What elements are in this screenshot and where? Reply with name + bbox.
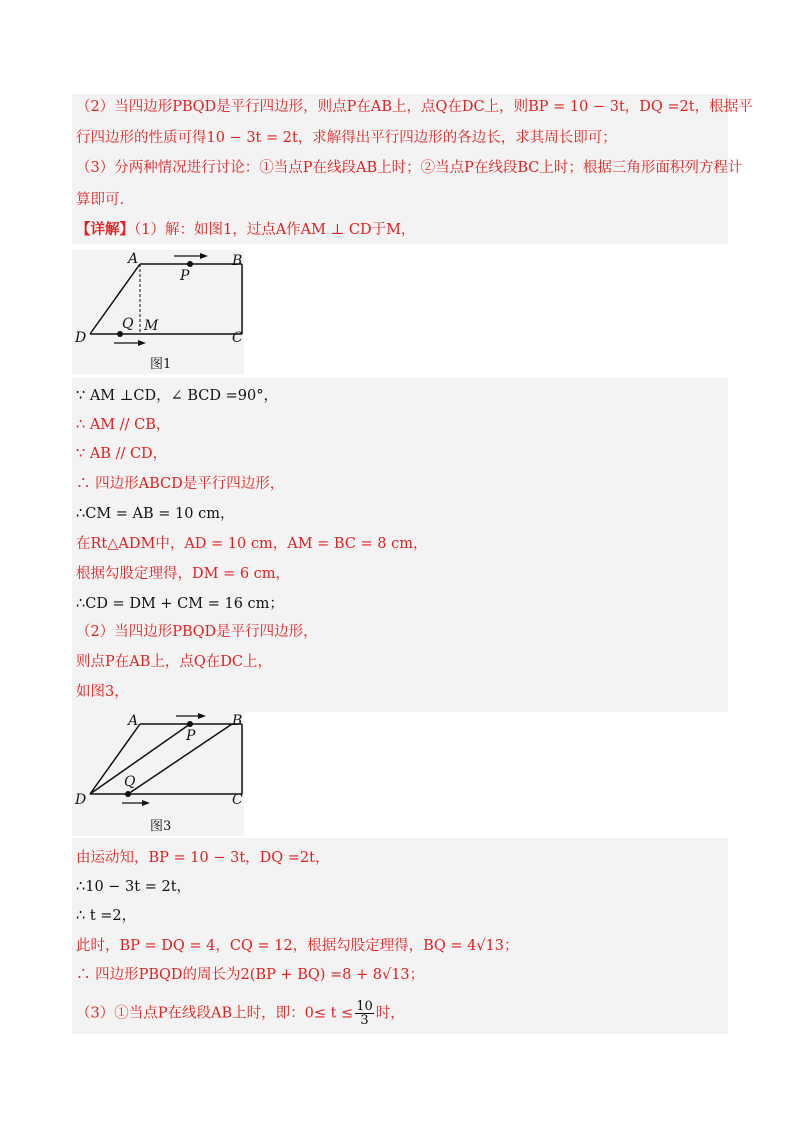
- step-line-14: （2）当四边形PBQD是平行四边形，: [76, 624, 318, 640]
- step-line-9: ∴ 四边形ABCD是平行四边形，: [76, 476, 285, 492]
- fig1-label-P: P: [180, 268, 190, 284]
- figure-3: [72, 712, 244, 836]
- step-line-8: ∵ AB // CD，: [76, 446, 168, 462]
- fig3-label-D: D: [75, 792, 87, 808]
- step-line-17: 由运动知，BP = 10 − 3t，DQ =2t，: [76, 850, 330, 866]
- step-line-16: 如图3，: [76, 684, 129, 700]
- step-line-7: ∴ AM // CB，: [76, 417, 171, 433]
- fig1-label-C: C: [232, 330, 243, 346]
- step-line-12: 根据勾股定理得，DM = 6 cm，: [76, 566, 291, 582]
- fig3-label-A: A: [128, 713, 139, 729]
- analysis-line-1: （2）当四边形PBQD是平行四边形，则点P在AB上，点Q在DC上，则BP = 10 − 3t，DQ =2t，根据平: [76, 99, 753, 115]
- fig1-label-A: A: [128, 251, 139, 267]
- step-line-13: ∴CD = DM + CM = 16 cm；: [76, 596, 284, 612]
- fraction-numerator: 10: [356, 999, 373, 1014]
- fig3-caption: 图3: [150, 819, 172, 834]
- fig3-label-B: B: [232, 713, 243, 729]
- analysis-line-3: （3）分两种情况进行讨论：①当点P在线段AB上时；②当点P在线段BC上时；根据三角形面积列方程计: [76, 160, 743, 176]
- step-line-19: ∴ t =2，: [76, 908, 137, 924]
- fig3-label-Q: Q: [124, 774, 136, 790]
- detail-part1-intro: （1）解：如图1，过点A作AM ⊥ CD于M，: [134, 222, 416, 238]
- step-line-22: [76, 1000, 405, 1027]
- detail-heading-row: [76, 220, 415, 240]
- fraction-10-3: [355, 1000, 374, 1027]
- fig3-label-C: C: [232, 792, 243, 808]
- analysis-line-4: 算即可.: [76, 192, 125, 208]
- step-line-11: 在Rt△ADM中，AD = 10 cm，AM = BC = 8 cm，: [76, 536, 428, 552]
- fig1-label-M: M: [144, 318, 159, 334]
- part3-tail: 时，: [375, 1005, 405, 1022]
- step-line-10: ∴CM = AB = 10 cm，: [76, 506, 235, 522]
- detail-heading: 【详解】: [76, 221, 134, 238]
- fig1-label-D: D: [75, 330, 87, 346]
- step-line-21: ∴ 四边形PBQD的周长为2(BP + BQ) =8 + 8√13；: [76, 967, 425, 983]
- step-line-6: ∵ AM ⊥CD，∠ BCD =90°，: [76, 388, 278, 404]
- analysis-line-2: 行四边形的性质可得10 − 3t = 2t，求解得出平行四边形的各边长，求其周长即可；: [76, 130, 617, 146]
- fig1-label-B: B: [232, 253, 243, 269]
- fraction-denominator: 3: [360, 1013, 369, 1028]
- step-line-15: 则点P在AB上，点Q在DC上，: [76, 654, 272, 670]
- fig1-caption: 图1: [150, 357, 172, 372]
- part3-intro: （3）①当点P在线段AB上时，即：0≤ t ≤: [76, 1005, 354, 1022]
- step-line-18: ∴10 − 3t = 2t，: [76, 879, 192, 895]
- fig3-label-P: P: [186, 728, 196, 744]
- step-line-20: 此时，BP = DQ = 4，CQ = 12，根据勾股定理得，BQ = 4√13；: [76, 938, 519, 954]
- figure-1: [72, 250, 244, 374]
- fig1-label-Q: Q: [122, 316, 134, 332]
